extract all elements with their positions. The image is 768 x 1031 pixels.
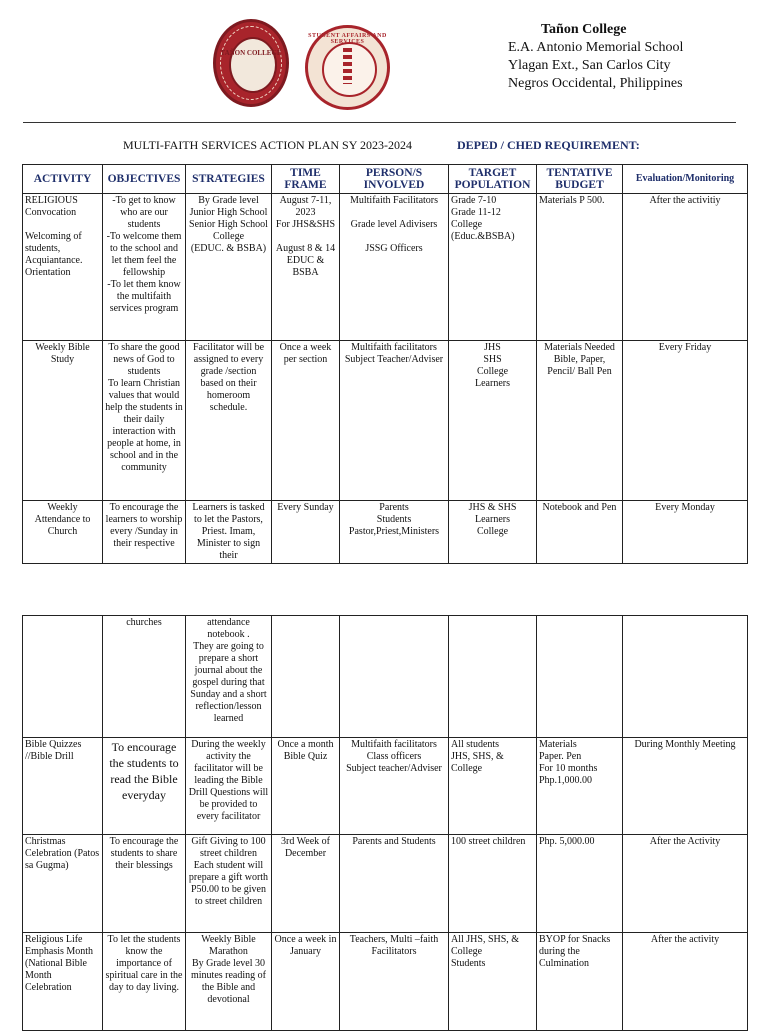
cell-activity: RELIGIOUS Convocation Welcoming of students, Acquiantance. Orientation <box>23 194 103 341</box>
school-name: Tañon College <box>541 22 627 37</box>
cell-evaluation: Every Monday <box>623 501 748 564</box>
cell-time-frame: Once a month Bible Quiz <box>272 738 340 835</box>
table-body <box>23 194 748 564</box>
table-row <box>23 501 748 564</box>
table-row <box>23 933 748 1031</box>
action-plan-table-page-2 <box>22 615 748 1031</box>
cell-objectives: To share the good news of God to students To learn Christian values that would help the students in their daily interaction with people at home, in school and in the community <box>103 341 186 501</box>
table-row <box>23 341 748 501</box>
cell-budget: Materials Paper. Pen For 10 months Php.1,000.00 <box>537 738 623 835</box>
cell-strategies: By Grade level Junior High School Senior High School College (EDUC. & BSBA) <box>186 194 272 341</box>
address-line: Negros Occidental, Philippines <box>508 76 683 91</box>
cell-time-frame: Once a week per section <box>272 341 340 501</box>
cell-objectives: To let the students know the importance of spiritual care in the day to day living. <box>103 933 186 1031</box>
cell-target: JHS SHS College Learners <box>449 341 537 501</box>
address-line: E.A. Antonio Memorial School <box>508 40 684 55</box>
cell-target: Grade 7-10 Grade 11-12 College (Educ.&BSBA) <box>449 194 537 341</box>
seal-right-text: STUDENT AFFAIRS AND SERVICES <box>308 33 387 45</box>
cell-budget: Materials Needed Bible, Paper, Pencil/ Ball Pen <box>537 341 623 501</box>
table-row <box>23 738 748 835</box>
cell-target: All students JHS, SHS, & College <box>449 738 537 835</box>
cell-persons: Multifaith facilitators Subject Teacher/Adviser <box>340 341 449 501</box>
cell-budget <box>537 616 623 738</box>
table-body <box>23 616 748 1031</box>
cell-target: All JHS, SHS, & College Students <box>449 933 537 1031</box>
cell-activity: Bible Quizzes //Bible Drill <box>23 738 103 835</box>
header-divider <box>23 122 736 123</box>
action-plan-table-page-1 <box>22 164 748 564</box>
cell-strategies: Gift Giving to 100 street children Each student will prepare a gift worth P50.00 to be given to street children <box>186 835 272 933</box>
cell-evaluation <box>623 616 748 738</box>
cell-objectives: To encourage the students to share their blessings <box>103 835 186 933</box>
cell-target: JHS & SHS Learners College <box>449 501 537 564</box>
cell-evaluation: After the Activity <box>623 835 748 933</box>
cell-objectives: -To get to know who are our students -To welcome them to the school and let them feel the fellowship -To let them know the multifaith services program <box>103 194 186 341</box>
column-header: PERSON/S INVOLVED <box>340 165 449 194</box>
table-header-row <box>23 165 748 194</box>
student-affairs-seal-logo <box>305 25 390 110</box>
cell-time-frame <box>272 616 340 738</box>
cell-evaluation: Every Friday <box>623 341 748 501</box>
cell-strategies: attendance notebook . They are going to prepare a short journal about the gospel during that Sunday and a short reflection/lesson learned <box>186 616 272 738</box>
requirement-label: DEPED / CHED REQUIREMENT: <box>457 138 640 152</box>
college-seal-logo <box>213 19 289 107</box>
column-header: Evaluation/Monitoring <box>623 165 748 194</box>
cell-evaluation: After the activitiy <box>623 194 748 341</box>
cell-time-frame: August 7-11, 2023 For JHS&SHS August 8 & 14 EDUC & BSBA <box>272 194 340 341</box>
seal-left-text: TAÑON COLLEGE <box>220 49 282 57</box>
cell-budget: Php. 5,000.00 <box>537 835 623 933</box>
cell-objectives: To encourage the learners to worship every /Sunday in their respective <box>103 501 186 564</box>
cell-objectives: churches <box>103 616 186 738</box>
column-header: ACTIVITY <box>23 165 103 194</box>
cell-time-frame: 3rd Week of December <box>272 835 340 933</box>
table-row <box>23 194 748 341</box>
cell-time-frame: Once a week in January <box>272 933 340 1031</box>
cell-activity: Weekly Bible Study <box>23 341 103 501</box>
cell-persons: Teachers, Multi –faith Facilitators <box>340 933 449 1031</box>
table-row <box>23 835 748 933</box>
column-header: STRATEGIES <box>186 165 272 194</box>
cell-strategies: During the weekly activity the facilitator will be leading the Bible Drill Questions will be provided to every facilitator <box>186 738 272 835</box>
cell-persons: Parents Students Pastor,Priest,Ministers <box>340 501 449 564</box>
school-header <box>508 21 728 93</box>
cell-activity: Christmas Celebration (Patos sa Gugma) <box>23 835 103 933</box>
cell-evaluation: After the activity <box>623 933 748 1031</box>
address-line: Ylagan Ext., San Carlos City <box>508 58 671 73</box>
cell-target: 100 street children <box>449 835 537 933</box>
cell-budget: Materials P 500. <box>537 194 623 341</box>
cell-evaluation: During Monthly Meeting <box>623 738 748 835</box>
cell-target <box>449 616 537 738</box>
cell-activity: Religious Life Emphasis Month (National Bible Month Celebration <box>23 933 103 1031</box>
cell-strategies: Learners is tasked to let the Pastors, Priest. Imam, Minister to sign their <box>186 501 272 564</box>
cell-strategies: Weekly Bible Marathon By Grade level 30 minutes reading of the Bible and devotional <box>186 933 272 1031</box>
cell-persons <box>340 616 449 738</box>
column-header: TARGET POPULATION <box>449 165 537 194</box>
cell-time-frame: Every Sunday <box>272 501 340 564</box>
cell-activity: Weekly Attendance to Church <box>23 501 103 564</box>
column-header: OBJECTIVES <box>103 165 186 194</box>
cell-objectives: To encourage the students to read the Bible everyday <box>103 738 186 835</box>
cell-budget: Notebook and Pen <box>537 501 623 564</box>
column-header: TIME FRAME <box>272 165 340 194</box>
column-header: TENTATIVE BUDGET <box>537 165 623 194</box>
cell-strategies: Facilitator will be assigned to every grade /section based on their homeroom schedule. <box>186 341 272 501</box>
cell-persons: Multifaith Facilitators Grade level Adivisers JSSG Officers <box>340 194 449 341</box>
cell-persons: Parents and Students <box>340 835 449 933</box>
table-row <box>23 616 748 738</box>
cell-activity <box>23 616 103 738</box>
cell-persons: Multifaith facilitators Class officers Subject teacher/Adviser <box>340 738 449 835</box>
plan-title: MULTI-FAITH SERVICES ACTION PLAN SY 2023-2024 <box>123 138 412 152</box>
cell-budget: BYOP for Snacks during the Culmination <box>537 933 623 1031</box>
